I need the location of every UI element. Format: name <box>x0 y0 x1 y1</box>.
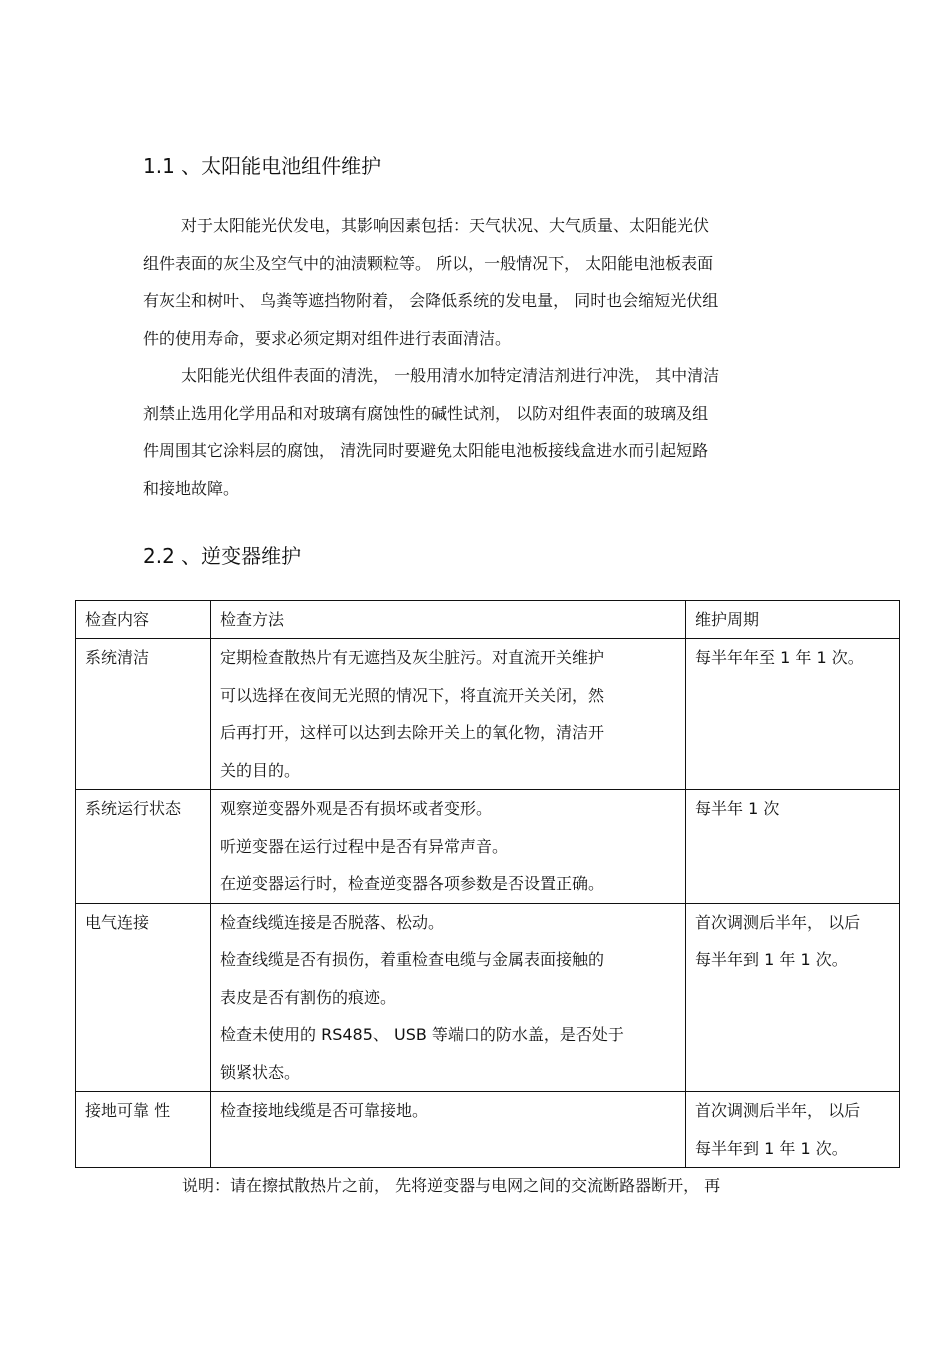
paragraph-line: 和接地故障。 <box>143 478 240 498</box>
item-cell <box>76 903 211 1092</box>
cell-text: 听逆变器在运行过程中是否有异常声音。 <box>220 836 509 856</box>
item-cell <box>76 639 211 790</box>
paragraph-line: 件的使用寿命，要求必须定期对组件进行表面清洁。 <box>143 328 512 348</box>
paragraph-line: 组件表面的灰尘及空气中的油渍颗粒等。 所以，一般情况下， 太阳能电池板表面 <box>143 253 714 273</box>
cell-text: 每半年到 1 年 1 次。 <box>695 950 848 969</box>
method-cell <box>211 903 686 1092</box>
cell-text: 后再打开，这样可以达到去除开关上的氧化物，清洁开 <box>220 723 605 742</box>
cell-text: 检查接地线缆是否可靠接地。 <box>220 1101 429 1120</box>
cell-text: 锁紧状态。 <box>220 1062 301 1082</box>
cell-text: 检查线缆连接是否脱落、松动。 <box>220 912 445 932</box>
method-cell <box>211 1092 686 1168</box>
cell-text: 系统清洁 <box>85 648 150 667</box>
cell-text: 观察逆变器外观是否有损坏或者变形。 <box>220 799 493 818</box>
section-heading-1: 1.1 、太阳能电池组件维护 <box>143 154 382 178</box>
cell-text: 电气连接 <box>85 912 150 932</box>
cycle-cell <box>686 1092 900 1168</box>
table-row <box>76 903 900 1092</box>
cell-text: 首次调测后半年， 以后 <box>695 1101 861 1120</box>
cell-text: 可以选择在夜间无光照的情况下，将直流开关关闭，然 <box>220 685 605 705</box>
table-row <box>76 1092 900 1168</box>
header-cell: 检查方法 <box>211 601 686 639</box>
cell-text: 每半年 1 次 <box>695 799 780 818</box>
cell-text: 在逆变器运行时，检查逆变器各项参数是否设置正确。 <box>220 874 605 893</box>
method-cell <box>211 790 686 904</box>
table-row <box>76 790 900 904</box>
method-cell <box>211 639 686 790</box>
cell-text: 每半年到 1 年 1 次。 <box>695 1138 848 1158</box>
cycle-cell <box>686 903 900 1092</box>
cycle-cell <box>686 639 900 790</box>
table-header-row <box>76 601 900 639</box>
cell-text: 每半年年至 1 年 1 次。 <box>695 648 864 667</box>
paragraph-line: 件周围其它涂料层的腐蚀， 清洗同时要避免太阳能电池板接线盒进水而引起短路 <box>143 441 709 460</box>
cell-text: 系统运行状态 <box>85 799 182 818</box>
paragraph-2 <box>143 357 823 507</box>
section-heading-2: 2.2 、逆变器维护 <box>143 544 302 568</box>
cell-text: 关的目的。 <box>220 760 301 780</box>
item-cell <box>76 1092 211 1168</box>
cell-text: 定期检查散热片有无遮挡及灰尘脏污。对直流开关维护 <box>220 648 605 667</box>
paragraph-line: 对于太阳能光伏发电，其影响因素包括：天气状况、大气质量、太阳能光伏 <box>181 216 710 235</box>
paragraph-line: 有灰尘和树叶、 鸟粪等遮挡物附着， 会降低系统的发电量， 同时也会缩短光伏组 <box>143 291 719 310</box>
item-cell <box>76 790 211 904</box>
cell-text: 首次调测后半年， 以后 <box>695 912 861 932</box>
paragraph-line: 剂禁止选用化学用品和对玻璃有腐蚀性的碱性试剂， 以防对组件表面的玻璃及组 <box>143 403 709 423</box>
cell-text: 接地可靠 性 <box>85 1101 171 1120</box>
paragraph-1 <box>143 207 823 357</box>
table-row <box>76 639 900 790</box>
cell-text: 检查未使用的 RS485、 USB 等端口的防水盖，是否处于 <box>220 1025 624 1044</box>
header-cell: 维护周期 <box>686 601 900 639</box>
cycle-cell <box>686 790 900 904</box>
cell-text: 检查线缆是否有损伤，着重检查电缆与金属表面接触的 <box>220 950 605 969</box>
maintenance-table <box>75 600 900 1168</box>
cell-text: 表皮是否有割伤的痕迹。 <box>220 987 397 1007</box>
table-note: 说明：请在擦拭散热片之前， 先将逆变器与电网之间的交流断路器断开， 再 <box>182 1176 721 1195</box>
paragraph-line: 太阳能光伏组件表面的清洗， 一般用清水加特定清洁剂进行冲洗， 其中清洁 <box>181 366 720 385</box>
header-cell: 检查内容 <box>76 601 211 639</box>
